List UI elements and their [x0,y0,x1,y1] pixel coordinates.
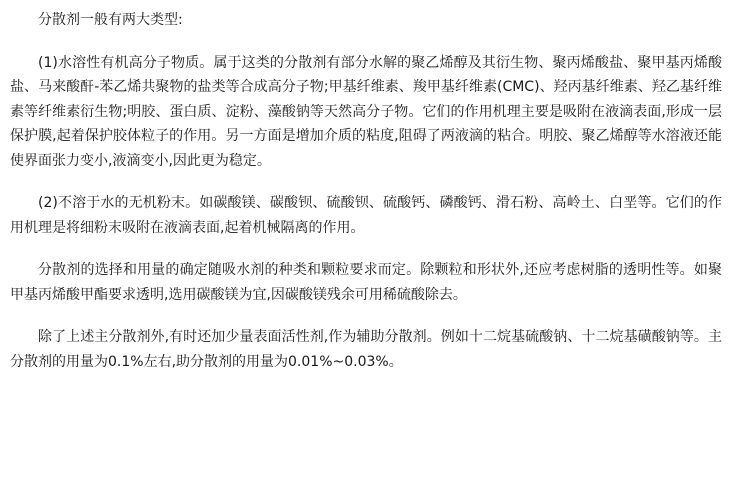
document-body [10,8,722,374]
paragraph-water-soluble-polymers: (1)水溶性有机高分子物质。属于这类的分散剂有部分水解的聚乙烯醇及其衍生物、聚丙烯酸盐、聚甲基丙烯酸盐、马来酸酐-苯乙烯共聚物的盐类等合成高分子物;甲基纤维素、羧甲基纤维素(CMC)、羟丙基纤维素、羟乙基纤维素等纤维素衍生物;明胶、蛋白质、淀粉、藻酸钠等天然高分子物。它们的作用机理主要是吸附在液滴表面,形成一层保护膜,起着保护胶体粒子的作用。另一方面是增加介质的粘度,阻碍了两液滴的粘合。明胶、聚乙烯醇等水溶液还能使界面张力变小,液滴变小,因此更为稳定。 [10,54,722,169]
paragraph-intro: 分散剂一般有两大类型: [38,12,183,28]
paragraph-auxiliary-dispersants: 除了上述主分散剂外,有时还加少量表面活性剂,作为辅助分散剂。例如十二烷基硫酸钠、十二烷基磺酸钠等。主分散剂的用量为0.1%左右,助分散剂的用量为0.01%~0.03%。 [10,329,722,370]
paragraph-selection-dosage: 分散剂的选择和用量的确定随吸水剂的种类和颗粒要求而定。除颗粒和形状外,还应考虑树脂的透明性等。如聚甲基丙烯酸甲酯要求透明,选用碳酸镁为宜,因碳酸镁残余可用稀硫酸除去。 [10,262,722,303]
paragraph-inorganic-powders: (2)不溶于水的无机粉末。如碳酸镁、碳酸钡、硫酸钡、硫酸钙、磷酸钙、滑石粉、高岭土、白垩等。它们的作用机理是将细粉末吸附在液滴表面,起着机械隔离的作用。 [10,195,722,236]
